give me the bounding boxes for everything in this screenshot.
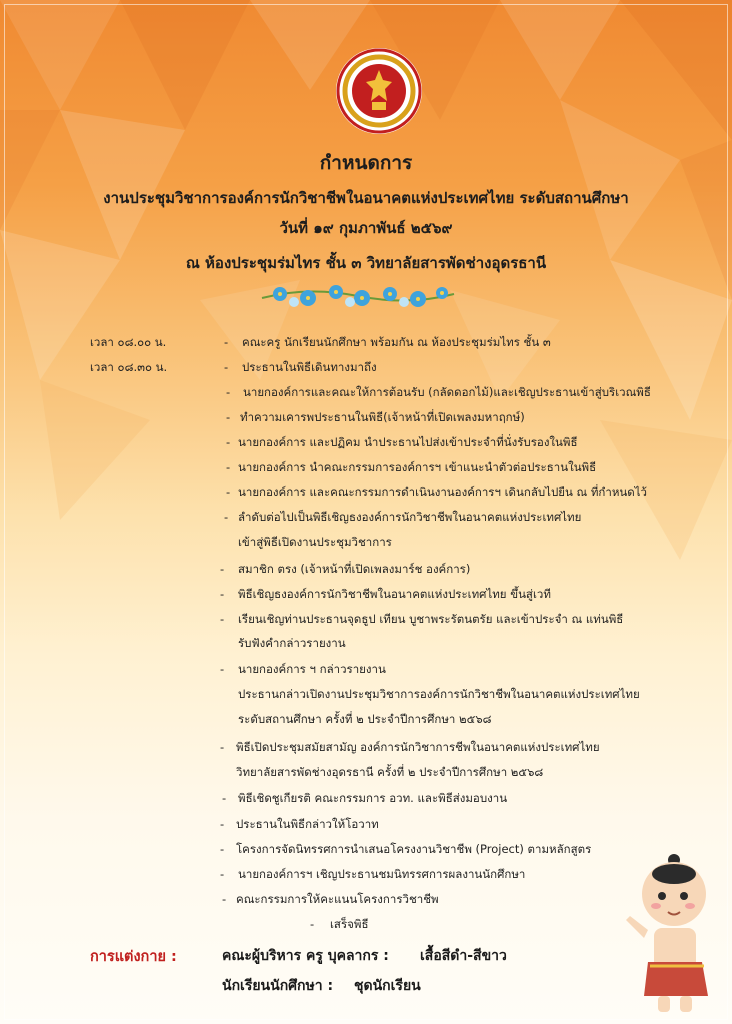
list-bullet: - — [220, 817, 225, 831]
list-bullet: - — [220, 587, 225, 601]
list-bullet: - — [226, 485, 231, 499]
event-venue: ณ ห้องประชุมร่มไทร ชั้น ๓ วิทยาลัยสารพัดช่างอุดรธานี — [185, 254, 547, 272]
list-item-continued: วิทยาลัยสารพัดช่างอุดรธานี ครั้งที่ ๒ ประจำปีการศึกษา ๒๕๖๘ — [236, 765, 544, 779]
flower-garland-icon — [258, 280, 458, 312]
list-bullet: - — [220, 842, 225, 856]
list-item: โครงการจัดนิทรรศการนำเสนอโครงงานวิชาชีพ (Project) ตามหลักสูตร — [236, 842, 592, 856]
list-item: พิธีเชิญธงองค์การนักวิชาชีพในอนาคตแห่งประเทศไทย ขึ้นสู่เวที — [238, 587, 551, 601]
event-name: งานประชุมวิชาการองค์การนักวิชาชีพในอนาคตแห่งประเทศไทย ระดับสถานศึกษา — [103, 189, 629, 207]
thai-boy-mascot-icon — [622, 846, 722, 1016]
list-item: เรียนเชิญท่านประธานจุดธูป เทียน บูชาพระรัตนตรัย และเข้าประจำ ณ แท่นพิธี — [238, 612, 624, 626]
staff-attire: เสื้อสีดำ-สีขาว — [420, 948, 507, 964]
list-item: นายกองค์การฯ เชิญประธานชมนิทรรศการผลงานนักศึกษา — [238, 867, 526, 881]
list-bullet: - — [220, 867, 225, 881]
list-item: คณะกรรมการให้คะแนนโครงการวิชาชีพ — [236, 892, 439, 906]
dress-code-label: การแต่งกาย : — [90, 949, 177, 965]
list-bullet: - — [226, 410, 231, 424]
list-item: พิธีเชิดชูเกียรติ คณะกรรมการ อวท. และพิธีส่งมอบงาน — [238, 791, 508, 805]
list-item-continued: ระดับสถานศึกษา ครั้งที่ ๒ ประจำปีการศึกษา ๒๕๖๘ — [238, 712, 492, 726]
list-bullet: - — [220, 612, 225, 626]
list-item-continued: รับฟังคำกล่าวรายงาน — [238, 636, 346, 650]
list-item: นายกองค์การ ฯ กล่าวรายงาน — [238, 662, 386, 676]
list-item: นายกองค์การและคณะให้การต้อนรับ (กลัดดอกไม้)และเชิญประธานเข้าสู่บริเวณพิธี — [243, 385, 651, 399]
list-item: สมาชิก ตรง (เจ้าหน้าที่เปิดเพลงมาร์ช องค์การ) — [238, 562, 471, 576]
list-bullet: - — [224, 510, 229, 524]
list-item-end: เสร็จพิธี — [330, 917, 369, 931]
list-bullet: - — [226, 385, 231, 399]
list-item: นายกองค์การ นำคณะกรรมการองค์การฯ เข้าแนะนำตัวต่อประธานในพิธี — [238, 460, 597, 474]
list-item-continued: ประธานกล่าวเปิดงานประชุมวิชาการองค์การนักวิชาชีพในอนาคตแห่งประเทศไทย — [238, 687, 640, 701]
list-item: ทำความเคารพประธานในพิธี(เจ้าหน้าที่เปิดเพลงมหาฤกษ์) — [240, 410, 525, 424]
list-bullet: - — [222, 791, 227, 805]
list-bullet: - — [222, 892, 227, 906]
staff-role: คณะผู้บริหาร ครู บุคลากร : — [222, 948, 389, 964]
list-bullet: - — [220, 562, 225, 576]
list-bullet: - — [220, 740, 225, 754]
student-role: นักเรียนนักศึกษา : — [222, 978, 334, 994]
list-bullet: - — [224, 335, 229, 349]
time-0830: เวลา ๐๘.๓๐ น. — [90, 360, 168, 374]
list-item: ประธานในพิธีกล่าวให้โอวาท — [236, 817, 379, 831]
student-attire: ชุดนักเรียน — [354, 978, 421, 994]
list-item-continued: เข้าสู่พิธีเปิดงานประชุมวิชาการ — [238, 535, 392, 549]
list-bullet: - — [224, 360, 229, 374]
list-item: ลำดับต่อไปเป็นพิธีเชิญธงองค์การนักวิชาชีพในอนาคตแห่งประเทศไทย — [238, 510, 582, 524]
org-seal-icon — [334, 46, 424, 136]
time-0800: เวลา ๐๘.๐๐ น. — [90, 335, 167, 349]
event-date: วันที่ ๑๙ กุมภาพันธ์ ๒๕๖๙ — [279, 219, 453, 237]
list-item: นายกองค์การ และคณะกรรมการดำเนินงานองค์การฯ เดินกลับไปยืน ณ ที่กำหนดไว้ — [238, 485, 647, 499]
list-bullet: - — [220, 662, 225, 676]
list-item: นายกองค์การ และปฏิคม นำประธานไปส่งเข้าประจำที่นั่งรับรองในพิธี — [238, 435, 578, 449]
list-item: คณะครู นักเรียนนักศึกษา พร้อมกัน ณ ห้องประชุมร่มไทร ชั้น ๓ — [242, 335, 551, 349]
list-bullet: - — [310, 917, 315, 931]
list-item: ประธานในพิธีเดินทางมาถึง — [242, 360, 377, 374]
list-bullet: - — [226, 435, 231, 449]
list-item: พิธีเปิดประชุมสมัยสามัญ องค์การนักวิชาการชีพในอนาคตแห่งประเทศไทย — [236, 740, 600, 754]
list-bullet: - — [226, 460, 231, 474]
page-title: กำหนดการ — [319, 152, 413, 174]
